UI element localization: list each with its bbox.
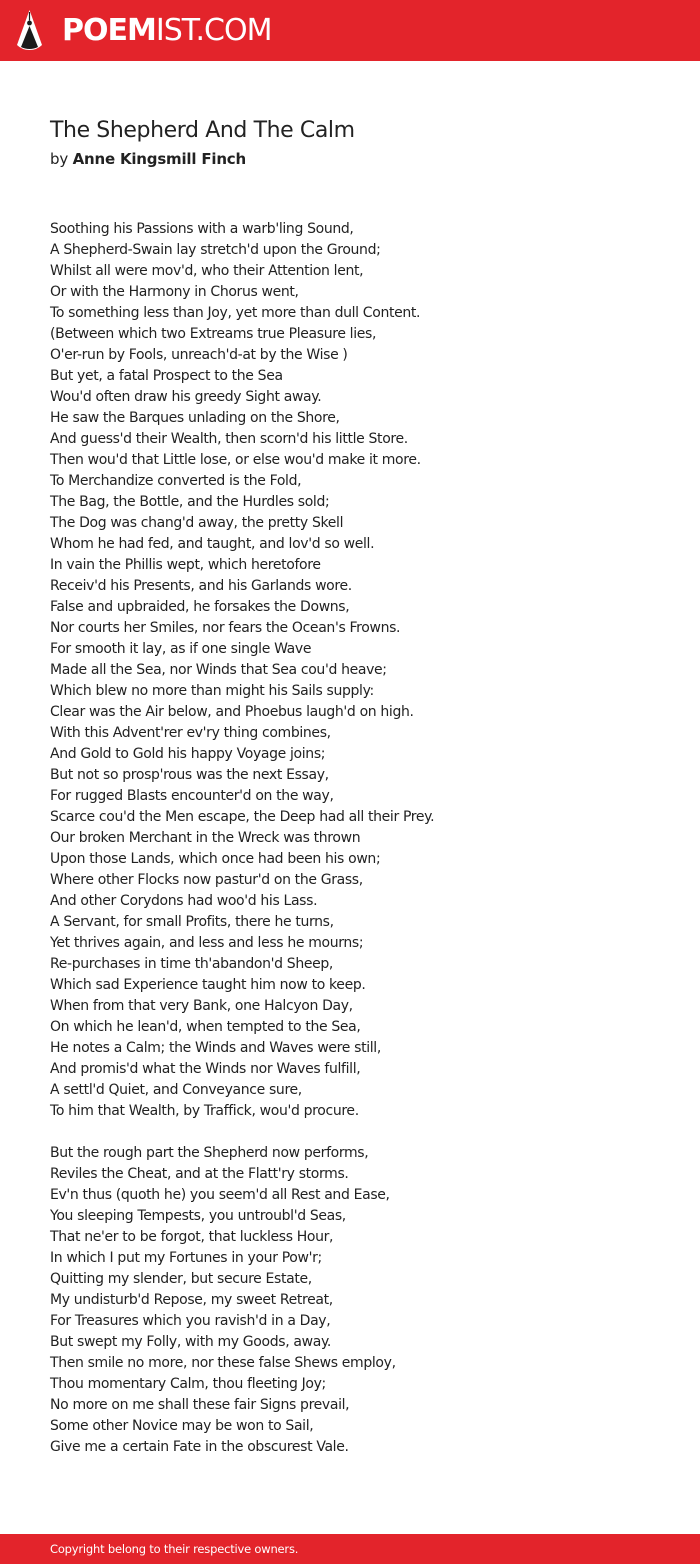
poem-line: Whom he had fed, and taught, and lov'd so well. [50,536,375,552]
poem-line: In which I put my Fortunes in your Pow'r; [50,1250,322,1266]
poem-line: But yet, a fatal Prospect to the Sea [50,368,283,384]
poem-line: But swept my Folly, with my Goods, away. [50,1334,331,1350]
poem-line: Made all the Sea, nor Winds that Sea cou'd heave; [50,662,387,678]
poem-line: And guess'd their Wealth, then scorn'd his little Store. [50,431,408,447]
poem-line: Some other Novice may be won to Sail, [50,1418,314,1434]
logo-text-bold: POEM [62,13,156,48]
poem-line: O'er-run by Fools, unreach'd-at by the Wise ) [50,347,348,363]
poem-line: Our broken Merchant in the Wreck was thrown [50,830,361,846]
author-name: Anne Kingsmill Finch [72,150,246,168]
poem-line: Clear was the Air below, and Phoebus laugh'd on high. [50,704,414,720]
poem-line: Quitting my slender, but secure Estate, [50,1271,312,1287]
poem-body [50,219,670,1458]
poem-line: To Merchandize converted is the Fold, [50,473,302,489]
poem-line: Yet thrives again, and less and less he mourns; [50,935,364,951]
poem-line: Where other Flocks now pastur'd on the Grass, [50,872,363,888]
poem-line: You sleeping Tempests, you untroubl'd Seas, [50,1208,346,1224]
poem-line: (Between which two Extreams true Pleasure lies, [50,326,377,342]
poem-line: Upon those Lands, which once had been his own; [50,851,381,867]
poem-line: My undisturb'd Repose, my sweet Retreat, [50,1292,333,1308]
poem-line: Then wou'd that Little lose, or else wou'd make it more. [50,452,421,468]
poem-line: Wou'd often draw his greedy Sight away. [50,389,322,405]
poem-line: Or with the Harmony in Chorus went, [50,284,299,300]
logo-text-light: IST.COM [155,13,272,48]
poem-line: But not so prosp'rous was the next Essay, [50,767,329,783]
poem-line: A settl'd Quiet, and Conveyance sure, [50,1082,302,1098]
by-label: by [50,150,68,168]
poem-line: Whilst all were mov'd, who their Attention lent, [50,263,364,279]
poem-line: The Bag, the Bottle, and the Hurdles sold; [50,494,330,510]
poem-title: The Shepherd And The Calm [50,118,355,143]
poem-stanza [50,1143,670,1458]
poem-line: A Shepherd-Swain lay stretch'd upon the Ground; [50,242,381,258]
poem-line: Reviles the Cheat, and at the Flatt'ry storms. [50,1166,349,1182]
site-header [0,0,700,61]
poem-line: False and upbraided, he forsakes the Downs, [50,599,350,615]
poem-line: But the rough part the Shepherd now performs, [50,1145,369,1161]
poem-line: And Gold to Gold his happy Voyage joins; [50,746,326,762]
poem-line: No more on me shall these fair Signs prevail, [50,1397,350,1413]
poem-line: Receiv'd his Presents, and his Garlands wore. [50,578,352,594]
poem-line: For Treasures which you ravish'd in a Day, [50,1313,331,1329]
poem-line: Scarce cou'd the Men escape, the Deep had all their Prey. [50,809,435,825]
poem-line: Give me a certain Fate in the obscurest Vale. [50,1439,349,1455]
poem-line: Which blew no more than might his Sails supply: [50,683,374,699]
byline [50,148,246,170]
poem-line: Nor courts her Smiles, nor fears the Ocean's Frowns. [50,620,401,636]
poem-line: On which he lean'd, when tempted to the Sea, [50,1019,361,1035]
poem-line: He notes a Calm; the Winds and Waves were still, [50,1040,381,1056]
poem-line: And other Corydons had woo'd his Lass. [50,893,318,909]
poem-line: For rugged Blasts encounter'd on the way, [50,788,334,804]
poem-line: He saw the Barques unlading on the Shore, [50,410,340,426]
poem-line: Ev'n thus (quoth he) you seem'd all Rest and Ease, [50,1187,390,1203]
poem-line: That ne'er to be forgot, that luckless Hour, [50,1229,334,1245]
site-logo[interactable] [62,12,271,50]
poem-line: To him that Wealth, by Traffick, wou'd procure. [50,1103,359,1119]
poem-line: Which sad Experience taught him now to keep. [50,977,366,993]
poem-line: Thou momentary Calm, thou fleeting Joy; [50,1376,326,1392]
poem-line: When from that very Bank, one Halcyon Day, [50,998,353,1014]
poem-line: For smooth it lay, as if one single Wave [50,641,312,657]
site-footer [0,1534,700,1564]
ink-pen-nib-icon[interactable] [16,9,43,51]
poem-line: Then smile no more, nor these false Shews employ, [50,1355,396,1371]
poem-line: The Dog was chang'd away, the pretty Skell [50,515,344,531]
poem-line: In vain the Phillis wept, which heretofore [50,557,321,573]
poem-line: Re-purchases in time th'abandon'd Sheep, [50,956,334,972]
copyright-text: Copyright belong to their respective owners. [50,1542,299,1556]
poem-line: A Servant, for small Profits, there he turns, [50,914,334,930]
poem-line: To something less than Joy, yet more than dull Content. [50,305,421,321]
poem-stanza [50,219,670,1122]
poem-line: Soothing his Passions with a warb'ling Sound, [50,221,354,237]
poem-line: With this Advent'rer ev'ry thing combines, [50,725,331,741]
poem-line: And promis'd what the Winds nor Waves fulfill, [50,1061,361,1077]
